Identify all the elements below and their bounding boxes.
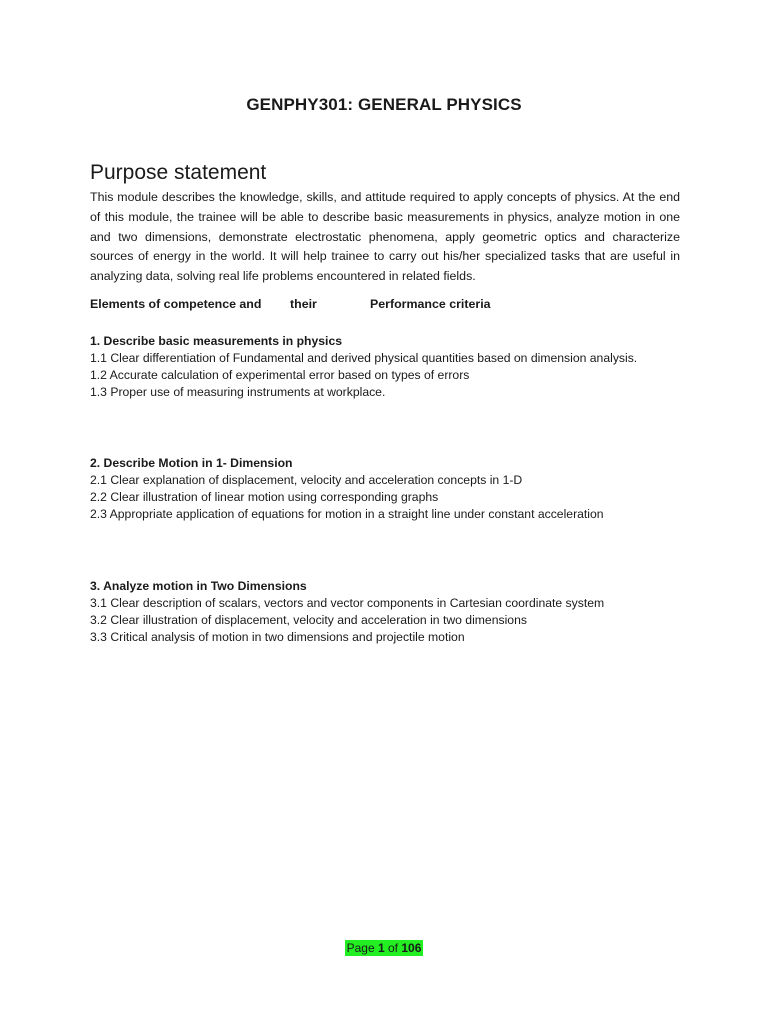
elements-header-col3: Performance criteria xyxy=(370,297,491,311)
elements-header-col1: Elements of competence and xyxy=(90,297,262,311)
section-heading: 1. Describe basic measurements in physics xyxy=(90,334,342,348)
total-pages: 106 xyxy=(401,941,422,955)
page-footer xyxy=(0,940,768,956)
elements-header-col2: their xyxy=(290,297,317,311)
section-heading: 3. Analyze motion in Two Dimensions xyxy=(90,579,307,593)
document-title: GENPHY301: GENERAL PHYSICS xyxy=(246,95,522,114)
page-number-badge xyxy=(345,940,424,956)
criterion-item: 1.2 Accurate calculation of experimental error based on types of errors xyxy=(90,368,470,382)
criterion-item: 1.3 Proper use of measuring instruments at workplace. xyxy=(90,385,386,399)
purpose-body: This module describes the knowledge, skills, and attitude required to apply concepts of physics. At the end of this module, the trainee will be able to describe basic measurements in physics, analyze motion in one and two dimensions, demonstrate electrostatic phenomena, apply geometric optics and characterize sources of energy in the world. It will help trainee to carry out his/her specialized tasks that are useful in analyzing data, solving real life problems encountered in related fields. xyxy=(90,190,680,284)
page-word: Page xyxy=(346,941,375,955)
criterion-item: 2.2 Clear illustration of linear motion using corresponding graphs xyxy=(90,490,439,504)
criterion-item: 3.2 Clear illustration of displacement, velocity and acceleration in two dimensions xyxy=(90,613,527,627)
current-page-number: 1 xyxy=(377,941,385,955)
competence-section-3 xyxy=(90,578,690,646)
criterion-item: 2.1 Clear explanation of displacement, velocity and acceleration concepts in 1-D xyxy=(90,473,523,487)
criterion-item: 3.3 Critical analysis of motion in two dimensions and projectile motion xyxy=(90,630,465,644)
purpose-heading: Purpose statement xyxy=(90,161,267,184)
criterion-item: 1.1 Clear differentiation of Fundamental and derived physical quantities based on dimension analysis. xyxy=(90,351,638,365)
criterion-item: 3.1 Clear description of scalars, vectors and vector components in Cartesian coordinate system xyxy=(90,596,605,610)
competence-section-2 xyxy=(90,455,690,523)
section-heading: 2. Describe Motion in 1- Dimension xyxy=(90,456,293,470)
criterion-item: 2.3 Appropriate application of equations for motion in a straight line under constant acceleration xyxy=(90,507,604,521)
of-word: of xyxy=(388,941,399,955)
competence-section-1 xyxy=(90,333,690,401)
